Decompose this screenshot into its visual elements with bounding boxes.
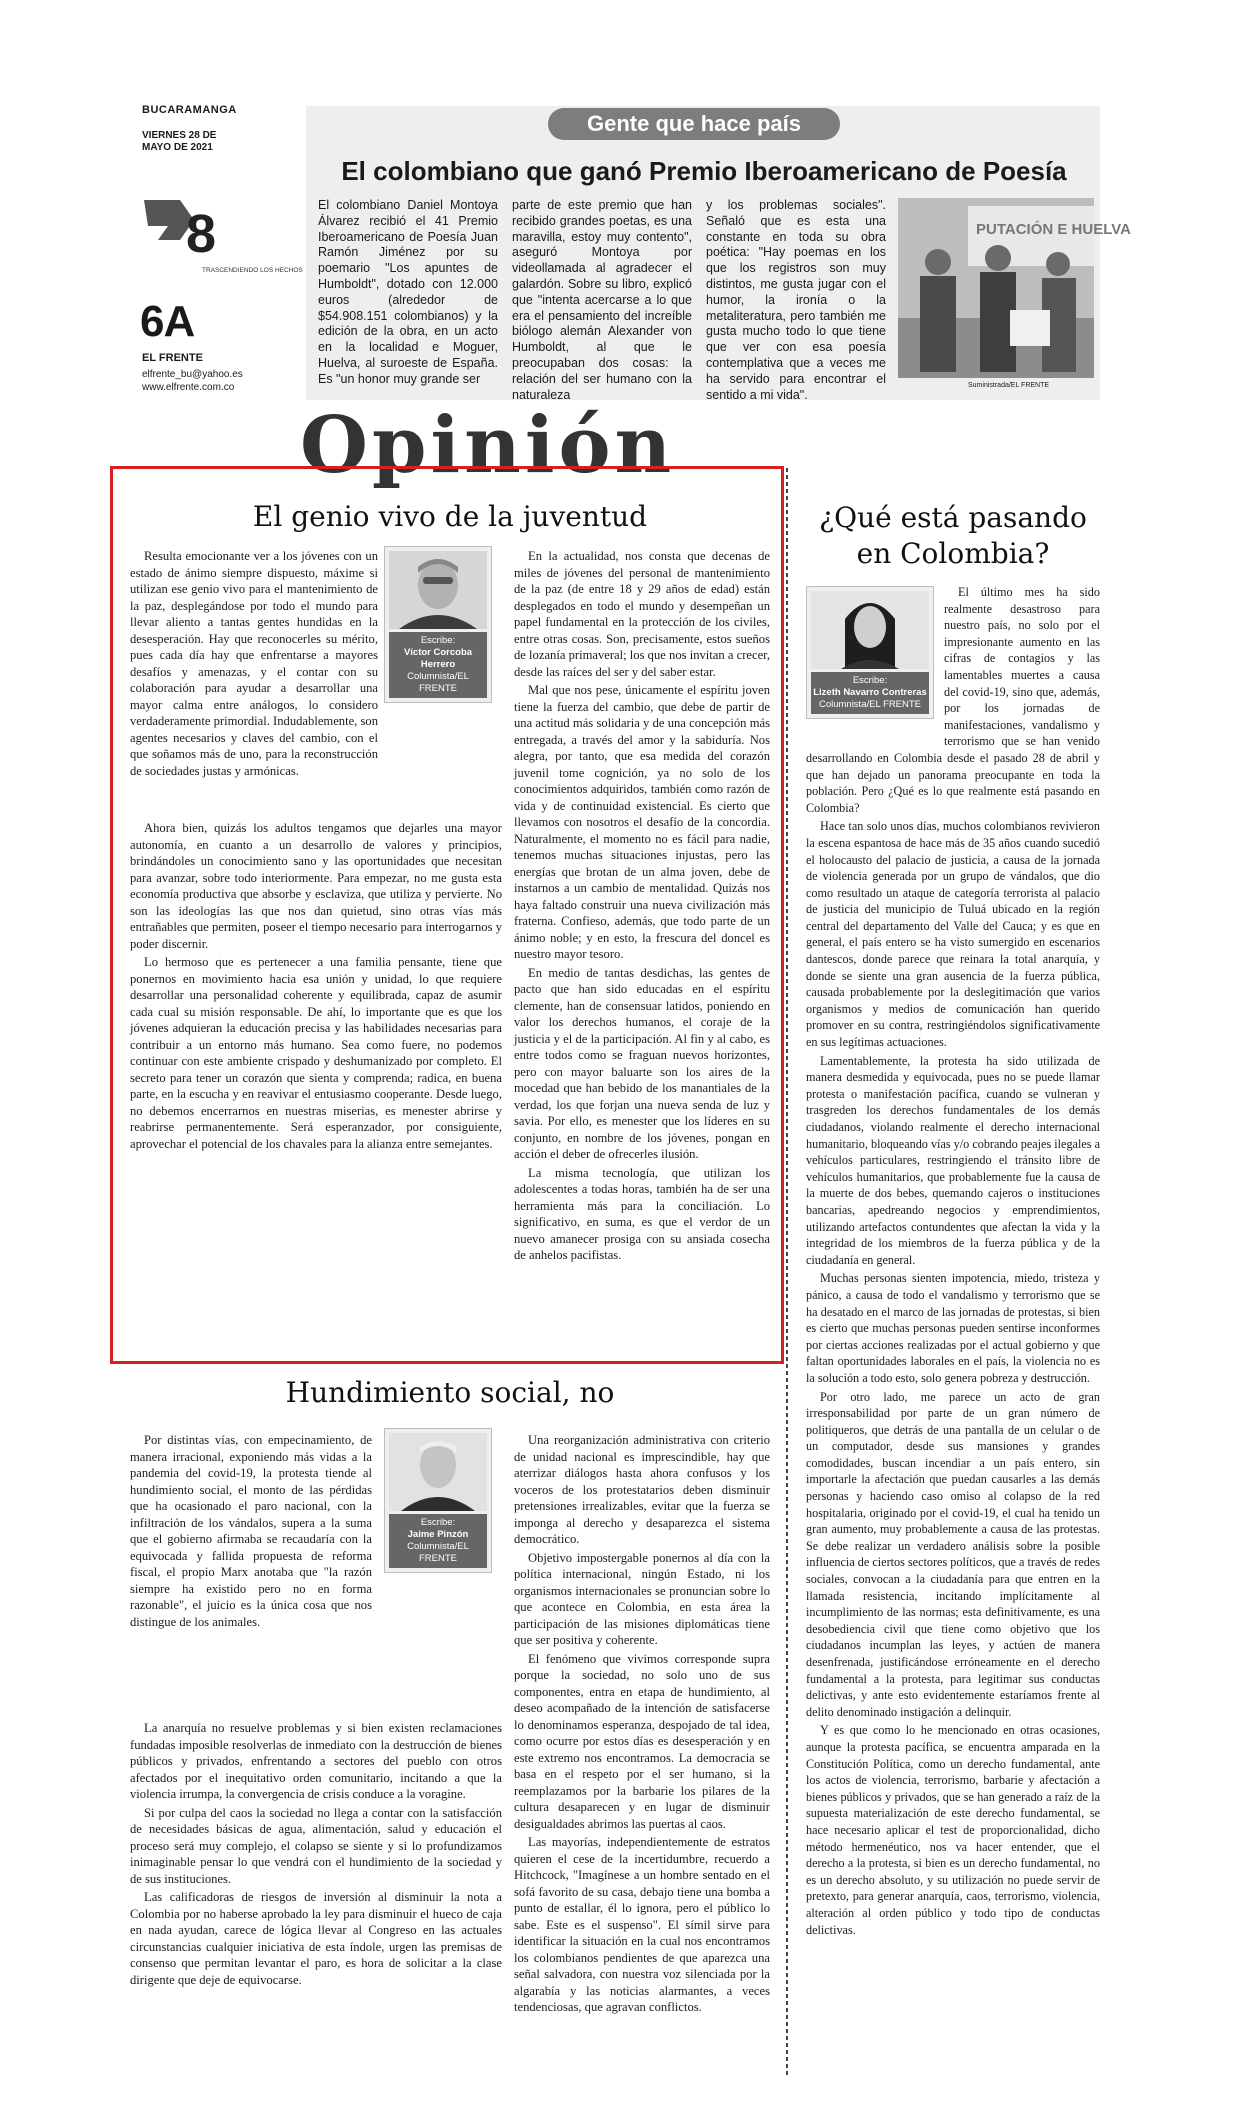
- article2-author-label: Escribe:: [420, 1517, 456, 1528]
- article1-author-caption: [389, 632, 487, 698]
- article1-author-name: Víctor Corcoba Herrero: [403, 647, 473, 670]
- article2-paragraph: Las mayorías, independientemente de estratos quieren el cese de la incertidumbre, recuerdo a Hitchcock, "Imagínese a un hombre sentado en el sofá favorito de su casa, debajo tiene una bomba a punto de estallar, él lo ignora, pero el público lo sabe. Este es el suspenso". El símil sirve para identificar la situación en la cual nos encontramos los colombianos pendientes de que aparezca una señal salvadora, con nuestra voz silenciada por la algarabía y las noticias alarmantes, a veces tendenciosas, que agravan conflictos.: [514, 1835, 770, 2014]
- top-story-photo: [898, 198, 1132, 378]
- article2-paragraph: La anarquía no resuelve problemas y si bien existen reclamaciones fundadas imposible resolverlas de inmediato con la destrucción de bienes públicos y privados, enfrentando a sectores del pueblo con otros afectados por el inequitativo orden comunitario, incitando a que la violencia irrumpa, la convergencia de crisis conduce a la voragine.: [130, 1721, 502, 1801]
- article3-paragraph: Y es que como lo he mencionado en otras ocasiones, aunque la protesta pacífica, se encuentra amparada en la Constitución Política, como un derecho fundamental, ante los actos de violencia, terrorismo, barbarie y afectación a bienes públicos y privados, que se han generado a raíz de la supuesta materialización de este derecho fundamental, se hace necesario aplicar el test de proporcionalidad, dicho método hermenéutico, nos va hacer entender, que el derecho a la protesta, si bien es un derecho fundamental, no es un derecho absoluto, y su utilización no puede servir de pretexto, para generar anarquía, caos, terrorismo, violencia, alteración al orden público y todo tipo de conductas delictivas.: [806, 1723, 1100, 1937]
- photo-sign-text: PUTACIÓN E HUELVA: [976, 221, 1132, 238]
- article1-title: El genio vivo de la juventud: [252, 500, 648, 533]
- page-number: 6A: [140, 297, 195, 346]
- article3-float-spacer: [806, 584, 944, 742]
- article3-author-name: Lizeth Navarro Contreras: [813, 687, 927, 698]
- article2-author-caption: [389, 1514, 487, 1568]
- article2-paragraph: Las calificadoras de riesgos de inversión al disminuir la nota a Colombia por no haberse aprobado la ley para disminuir el hueco de caja en nada ayudan, carece de lógica llevar al Congreso en las actuales circunstancias cualquier iniciativa de esta índole, urgen las premisas de consenso que permitan levantar el paro, es hora de solicitar a la clase dirigente que deje de equivocarse.: [130, 1890, 502, 1987]
- article3-author-label: Escribe:: [852, 675, 888, 686]
- svg-text:8: 8: [186, 204, 217, 264]
- paper-name: EL FRENTE: [142, 352, 203, 364]
- article3-column: [806, 584, 1100, 1940]
- article2-author-box: [384, 1428, 492, 1573]
- article3-paragraph: Lamentablemente, la protesta ha sido utilizada de manera desmedida y equivocada, pues no se puede llamar protesta o manifestación pacífica, cuando se vulneran y trasgreden los derechos fundamentales de los demás ciudadanos, violando realmente el derecho internacional humanitario, bloqueando vías y/o cobrando peajes ilegales a vehículos particulares, restringiendo el tránsito libre de vehículos humanitarios, que probablemente fue la causa de la muerte de dos bebes, quemando cajeros o instituciones bancarias, apedreando negocios y emprendimientos, utilizando artefactos contundentes que afectan la vida y la integridad de los miembros de la fuerza pública y de la ciudadanía en general.: [806, 1053, 1100, 1267]
- article2-paragraph: El fenómeno que vivimos corresponde supra porque la sociedad, no solo uno de sus componentes, entra en etapa de hundimiento, al deseo acompañado de la intención de satisfacerse lo denominamos esperanza, despojado de tal idea, como ocurre por estos días es desesperación y en este extremo nos encontramos. La democracia se basa en el respeto por el ser humano, si la reemplazamos por la barbarie los pilares de la cultura desaparecen y en lugar de disminuir desigualdades abrimos las puertas al caos.: [514, 1651, 770, 1831]
- article1-paragraph: En la actualidad, nos consta que decenas de miles de jóvenes del personal de mantenimiento de la paz (de entre 18 y 29 años de edad) están desplegados en todo el mundo y desempeñan un papel fundamental en la protección de los civiles, entre otras cosas. Son, precisamente, estos sueños de lozanía primaveral; los que nos invitan a crecer, desde las raíces del ser y del saber estar.: [514, 549, 770, 679]
- contact-email[interactable]: elfrente_bu@yahoo.es: [142, 369, 243, 380]
- article2-author-role: Columnista/EL FRENTE: [407, 1541, 469, 1564]
- article1-paragraph: Resulta emocionante ver a los jóvenes con un estado de ánimo siempre dispuesto, máxime si utilizan ese genio vivo para el mantenimiento de la paz, desplegándose por todo el mundo para llevar aliento a tantas gentes hundidas en la desesperación. Hay que reconocerles su mérito, pues cada día hay que enfrentarse a mayores desafíos y amenazas, y el contar con su colaboración para ayudar a desarrollar una mayor calma entre análogos, lo considero verdaderamente primordial. Indudablemente, son agentes necesarios y claves del cambio, con el que soñamos más de uno, para la reconstrucción de sociedades justas y armónicas.: [130, 549, 378, 778]
- issue-date: VIERNES 28 DE MAYO DE 2021: [142, 130, 217, 153]
- article2-paragraph: Si por culpa del caos la sociedad no llega a contar con la satisfacción de necesidades básicas de agua, alimentación, salud y educación el proceso será muy complejo, el colapso se siente y si lo profundizamos inimaginable pensar lo que vendrá con el hundimiento de la sociedad y de sus instituciones.: [130, 1805, 502, 1886]
- article1-author-label: Escribe:: [420, 635, 456, 646]
- contact-info: [142, 368, 243, 394]
- article3-author-role: Columnista/EL FRENTE: [818, 699, 922, 710]
- article1-paragraph: En medio de tantas desdichas, las gentes de pacto que han sido educadas en el espíritu clemente, han de consensuar latidos, poniendo en valor los derechos humanos, el coraje de la justicia y el de la participación. Al fin y al cabo, es entre todos como se fraguan nuevos horizontes, pero con mayor baluarte son los aires de la mocedad que han bebido de los manantiales de la verdad, los que forjan una nueva senda de luz y savia. Por ello, es menester que los líderes en su conjunto, en nombre de los jóvenes, pongan en acción el deber de ofrecerles ilusión.: [514, 965, 770, 1161]
- article3-paragraph: Hace tan solo unos días, muchos colombianos revivieron la escena espantosa de hace más de 35 años cuando sucedió el holocausto del palacio de justicia, a causa de la jornada de violencia generada por un grupo de vándalos, que dio como resultado un ataque de categoría terrorista al palacio de justicia del municipio de Tuluá ubicado en la región central del departamento del Valle del Cauca; y es que en general, el país entero se ha visto sumergido en escenarios dantescos, donde parece que reinara la total anarquía, y donde se siente una gran ausencia de la fuerza pública, causada probablemente por la deslegitimación que varios organismos y medios de comunicación han querido promover en su contra, restringiéndolos significativamente en sus legítimas actuaciones.: [806, 819, 1100, 1050]
- article1-author-box: [384, 546, 492, 703]
- top-story-headline: El colombiano que ganó Premio Iberoamericano de Poesía: [341, 156, 1067, 186]
- article2-author-photo: [389, 1433, 487, 1511]
- top-story-column-3: y los problemas sociales". Señaló que es esta una constante en toda su obra poética: "Hay poemas en los que los registros son muy distintos, me gusta jugar con el humor, la ironía o la metaliteratura, pero también me gusta mucho todo lo que tiene que ver con esa poesía contemplativa que a veces me ha servido para encontrar el sentido a mi vida".: [706, 198, 886, 402]
- article2-paragraph: Una reorganización administrativa con criterio de unidad nacional es imprescindible, hay que aterrizar diálogos hasta ahora confusos y los voceros de los protestatarios deben disminuir pretensiones irrealizables, evitar que la fuerza se imponga al derecho y desaparezca el sistema democrático.: [514, 1433, 770, 1546]
- article2-paragraph: Por distintas vías, con empecinamiento, de manera irracional, exponiendo más vidas a la pandemia del covid-19, la protesta tiende al hundimiento social, el monto de las pérdidas que ha ocasionado el paro nacional, con la infiltración de los vándalos, supera a la suma que el gobierno afirmaba se recaudaría con la equivocada y fallida propuesta de reforma fiscal, el propio Marx anotaba que "la razón siempre ha existido pero no en forma razonable", el juicio es la única cosa que nos distingue de los animales.: [130, 1433, 372, 1629]
- article2-title: Hundimiento social, no: [285, 1376, 615, 1409]
- article1-paragraph: Lo hermoso que es pertenecer a una familia pensante, tiene que ponernos en movimiento hacia esa unión y unidad, lo que requiere desarrollar una personalidad coherente y equilibrada, capaz de asumir cada cual su misión responsable. De ahí, lo importante que es que los jóvenes adquieran la educación precisa y las habilidades necesarias para contribuir a un entorno más humano. Sea como fuere, no podemos continuar con este ambiente crispado y deshumanizado por completo. El secreto para tener un corazón que sienta y comprenda; radica, en buena parte, en la escucha y en reavivar el entusiasmo cooperante. Desde luego, no debemos encerrarnos en nuestras miserias, es menester abrirse y reabrirse permanentemente. Será esperanzador, por consiguiente, aprovechar el potencial de los chavales para la alianza entre semejantes.: [130, 955, 502, 1151]
- article1-column-2: [514, 548, 770, 1266]
- article1-column-1a: [130, 548, 378, 781]
- top-story-column-1: El colombiano Daniel Montoya Álvarez recibió el 41 Premio Iberoamericano de Poesía Juan Ramón Jiménez por su poemario "Los apuntes de Humboldt", dotado con 12.000 euros (alrededor de $54.908.151 colombianos) y la edición de la obra, en un acto en la localidad e Moguer, Huelva, al suroeste de España. Es "un honor muy grande ser: [318, 198, 498, 386]
- article1-column-1b: [130, 820, 502, 1154]
- article1-paragraph: Mal que nos pese, únicamente el espíritu joven tiene la fuerza del cambio, que debe de partir de una actitud más solidaria y de una concepción más entregada, a través del amor y la sabiduría. Nos alegra, por tanto, que esa medida del corazón juvenil tome cognición, ya no solo de los conocimientos adquiridos, también como razón de vida y de continuidad existencial. Es cierto que llevamos con nosotros el desafío de la concordia. Naturalmente, el momento no es fácil para nadie, tenemos muchas situaciones injustas, pero las energías que brotan de un alma joven, debe de instarnos a un cambio de mentalidad. Quizás nos haya faltado construir una nueva civilización más fraterna. Confieso, además, que todo parte de un ánimo noble; y en esto, la frescura del doncel es nuestro mayor tesoro.: [514, 683, 770, 961]
- contact-website[interactable]: www.elfrente.com.co: [142, 382, 235, 393]
- article1-author-photo: [389, 551, 487, 629]
- article1-author-role: Columnista/EL FRENTE: [407, 671, 469, 694]
- article3-title: ¿Qué está pasando en Colombia?: [819, 501, 1087, 570]
- column-divider: [786, 468, 788, 2078]
- article2-column-1b: [130, 1720, 502, 1990]
- newspaper-logo: [140, 196, 303, 276]
- article2-paragraph: Objetivo impostergable ponernos al día con la política internacional, ningún Estado, ni los organismos internacionales se pronuncian sobre lo que acontece en Colombia, en esta área la participación de las misiones diplomáticas tiene que ser positiva y coherente.: [514, 1550, 770, 1647]
- section-pill: Gente que hace país: [548, 108, 840, 140]
- article2-column-1a: [130, 1432, 372, 1632]
- article3-paragraph: El último mes ha sido realmente desastroso para nuestro país, no solo por el impresionante aumento en las cifras de contagios y las lamentables muertes a causa del covid-19, sino que, además, por los jornadas de manifestaciones, vandalismo y terrorismo que se han venido desarrollando en Colombia desde el pasado 28 de abril y que han dejado un panorama preocupante en toda la población. Pero ¿Qué es lo que realmente está pasando en Colombia?: [806, 585, 1100, 815]
- top-story-column-2: parte de este premio que han recibido grandes poetas, es una maravilla, estoy muy contento", aseguró Montoya por videollamada al agradecer el galardón. Sobre su libro, explicó que "intenta acercarse a lo que era el pensamiento del increíble biólogo alemán Alexander von Humboldt, al que le preocupaban dos cosas: la relación del ser humano con la naturaleza: [512, 198, 692, 402]
- photo-credit: Suministrada/EL FRENTE: [968, 382, 1050, 389]
- article1-paragraph: Ahora bien, quizás los adultos tengamos que dejarles una mayor autonomía, en cuanto a un desarrollo de valores y principios, brindándoles un conocimiento sano y las oportunidades que necesitan para avanzar, sobre todo interiormente. Para empezar, no me gusta esta economía productiva que absorbe y esclaviza, que utiliza y pervierte. No son las ideologías las que nos dan quietud, sino otras vías más entrañables que permiten, poseer el tiempo necesario para interrogarnos y poder discernir.: [130, 821, 502, 951]
- section-title: Opinión: [300, 400, 676, 491]
- city-label: BUCARAMANGA: [142, 104, 237, 116]
- article3-paragraph: Muchas personas sienten impotencia, miedo, tristeza y pánico, a causa de todo el vandalismo y terrorismo que se ha desatado en el marco de las jornadas de protestas, si bien es cierto que muchas personas pueden sentirse inconformes por ciertas acciones realizadas por el actual gobierno y que faltan oportunidades laborales en el país, la violencia no es la solución a todo esto, solo genera pobreza y destrucción.: [806, 1271, 1100, 1385]
- article2-author-name: Jaime Pinzón: [407, 1529, 469, 1540]
- article3-paragraph: Por otro lado, me parece un acto de gran irresponsabilidad por parte de un gran número de politiqueros, que detrás de una pantalla de un celular o de un computador, desde sus mansiones y grandes comodidades, buscan incendiar a un país entero, sin importarle la afectación que puedan causarles a las demás personas y haciendo caso omiso al colapso de la red hospitalaria, originado por el covid-19, el cual ha tenido un gran aumento, muy probablemente a causa de las protestas. Se debe realizar un verdadero análisis sobre la posible influencia de ciertos sectores políticos, que a través de redes sociales, convocan a la ciudadanía para que entren en la llamada resistencia, incitando implícitamente al incumplimiento de las normas; esta definitivamente, es una desobediencia civil que tiene como objetivo que los ciudadanos incumplan las leyes, y actúen de manera desenfrenada, justificándose erróneamente en el derecho fundamental a la protesta, para legitimar sus conductas delictivas, y ante esto evidentemente estaríamos frente al delito denominado instigación a delinquir.: [806, 1389, 1100, 1719]
- logo-tagline: TRASCENDIENDO LOS HECHOS: [202, 267, 303, 274]
- article1-paragraph: La misma tecnología, que utilizan los adolescentes a todas horas, también ha de ser una herramienta más para la conciliación. Lo significativo, en suma, es que el verdor de un nuevo amanecer prosiga con su ansiada cosecha de anhelos pacifistas.: [514, 1165, 770, 1262]
- article2-column-2: [514, 1432, 770, 2018]
